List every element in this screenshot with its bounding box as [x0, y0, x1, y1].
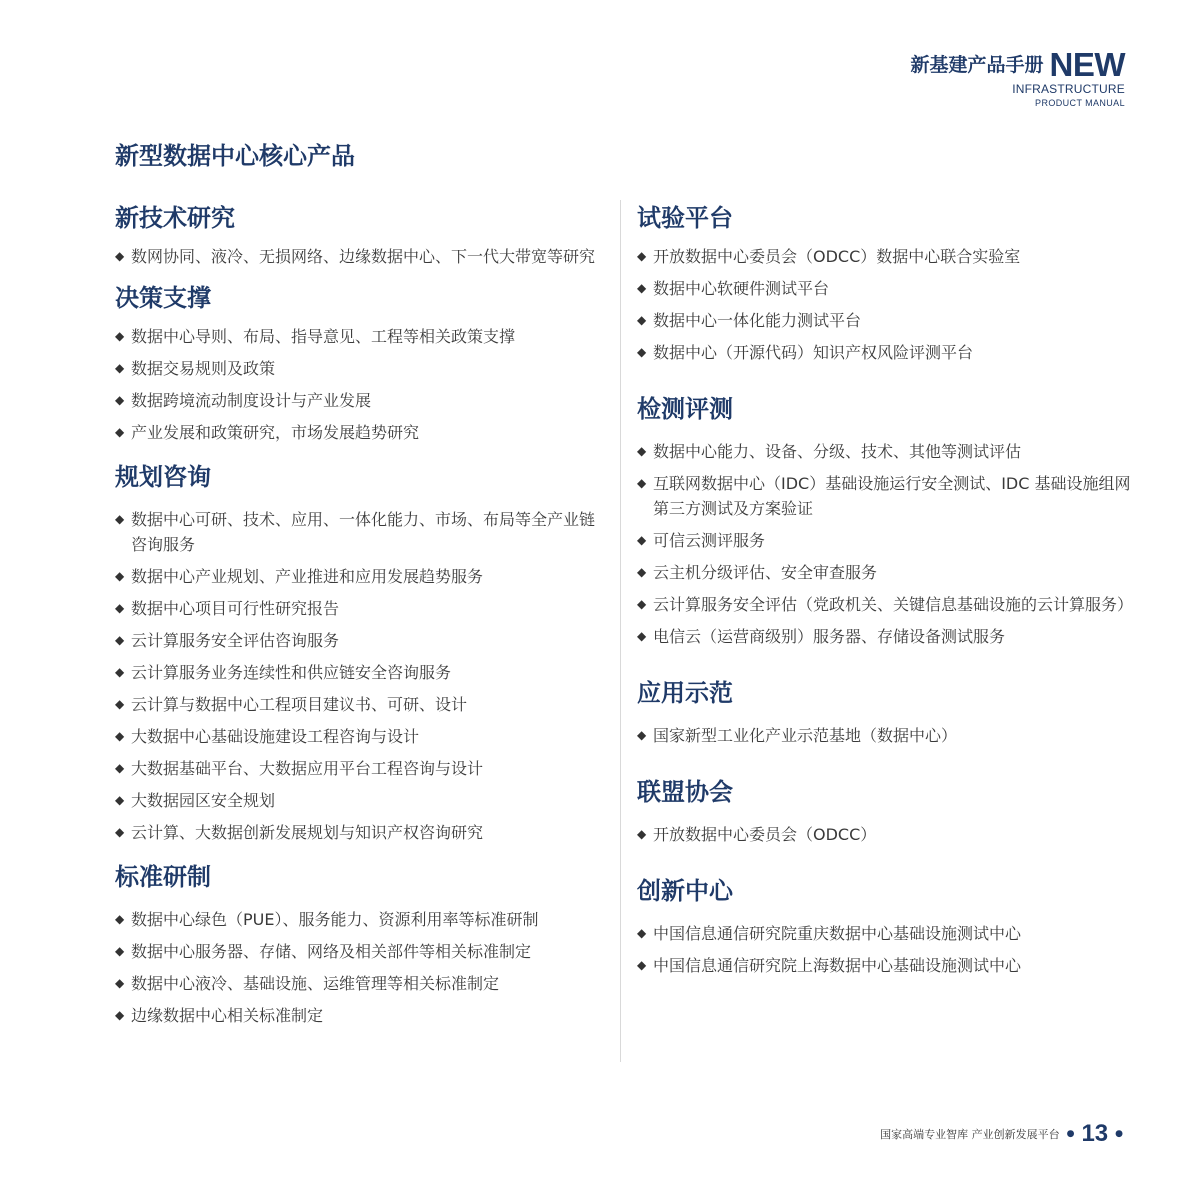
section-application-demo — [637, 675, 1132, 748]
item-list — [637, 921, 1132, 978]
section-heading: 应用示范 — [637, 679, 733, 707]
list-item: ◆ 开放数据中心委员会（ODCC）数据中心联合实验室 — [637, 244, 1132, 269]
list-item: ◆ 数据中心服务器、存储、网络及相关部件等相关标准制定 — [115, 939, 610, 964]
brand-subtitle-infrastructure: INFRASTRUCTURE — [1012, 82, 1125, 96]
list-item: ◆ 云计算与数据中心工程项目建议书、可研、设计 — [115, 692, 610, 717]
section-alliance — [637, 774, 1132, 847]
list-item: ◆ 电信云（运营商级别）服务器、存储设备测试服务 — [637, 624, 1132, 649]
item-list — [115, 907, 610, 1028]
section-heading: 决策支撑 — [115, 284, 211, 312]
dot-icon: ● — [1066, 1129, 1075, 1139]
list-item: ◆ 数据中心一体化能力测试平台 — [637, 308, 1132, 333]
item-list — [115, 507, 610, 845]
list-item: ◆ 开放数据中心委员会（ODCC） — [637, 822, 1132, 847]
list-item: ◆ 国家新型工业化产业示范基地（数据中心） — [637, 723, 1132, 748]
right-column — [637, 200, 1132, 985]
list-item: ◆ 数据中心液冷、基础设施、运维管理等相关标准制定 — [115, 971, 610, 996]
page-number: 13 — [1081, 1120, 1109, 1147]
section-new-tech-research — [115, 200, 610, 269]
list-item: ◆ 中国信息通信研究院上海数据中心基础设施测试中心 — [637, 953, 1132, 978]
section-heading: 联盟协会 — [637, 778, 733, 806]
section-testing-evaluation — [637, 391, 1132, 649]
page-title: 新型数据中心核心产品 — [115, 142, 355, 170]
list-item: ◆ 数据中心项目可行性研究报告 — [115, 596, 610, 621]
list-item: ◆ 中国信息通信研究院重庆数据中心基础设施测试中心 — [637, 921, 1132, 946]
list-item: ◆ 数据中心导则、布局、指导意见、工程等相关政策支撑 — [115, 324, 610, 349]
list-item: ◆ 大数据园区安全规划 — [115, 788, 610, 813]
list-item: ◆ 云计算服务安全评估咨询服务 — [115, 628, 610, 653]
list-item: ◆ 数据中心（开源代码）知识产权风险评测平台 — [637, 340, 1132, 365]
section-heading: 标准研制 — [115, 863, 211, 891]
brand-title-cn: 新基建产品手册 — [910, 54, 1044, 76]
list-item: ◆ 大数据基础平台、大数据应用平台工程咨询与设计 — [115, 756, 610, 781]
list-item: ◆ 数据中心绿色（PUE）、服务能力、资源利用率等标准研制 — [115, 907, 610, 932]
brand-title-line — [910, 46, 1125, 83]
left-column — [115, 200, 610, 1035]
brand-header — [910, 46, 1125, 108]
section-innovation-center — [637, 873, 1132, 978]
footer-text: 国家高端专业智库 产业创新发展平台 — [880, 1128, 1060, 1141]
list-item: ◆ 数据中心能力、设备、分级、技术、其他等测试评估 — [637, 439, 1132, 464]
list-item: ◆ 数据中心软硬件测试平台 — [637, 276, 1132, 301]
section-heading: 试验平台 — [637, 204, 733, 232]
list-item: ◆ 云计算服务安全评估（党政机关、关键信息基础设施的云计算服务） — [637, 592, 1132, 617]
item-list — [115, 244, 610, 269]
section-heading: 检测评测 — [637, 395, 733, 423]
item-list — [637, 822, 1132, 847]
item-list — [637, 439, 1132, 649]
dot-icon: ● — [1115, 1129, 1123, 1139]
item-list — [637, 723, 1132, 748]
list-item: ◆ 大数据中心基础设施建设工程咨询与设计 — [115, 724, 610, 749]
section-test-platform — [637, 200, 1132, 365]
list-item: ◆ 产业发展和政策研究，市场发展趋势研究 — [115, 420, 610, 445]
list-item: ◆ 可信云测评服务 — [637, 528, 1132, 553]
column-divider — [620, 200, 621, 1062]
list-item: ◆ 数据跨境流动制度设计与产业发展 — [115, 388, 610, 413]
list-item: ◆ 数据中心可研、技术、应用、一体化能力、市场、布局等全产业链咨询服务 — [115, 507, 610, 557]
section-standards — [115, 859, 610, 1028]
page-footer — [880, 1120, 1130, 1148]
list-item: ◆ 云计算服务业务连续性和供应链安全咨询服务 — [115, 660, 610, 685]
section-planning-consulting — [115, 459, 610, 845]
list-item: ◆ 互联网数据中心（IDC）基础设施运行安全测试、IDC 基础设施组网第三方测试及方案验证 — [637, 471, 1132, 521]
section-decision-support — [115, 280, 610, 445]
section-heading: 规划咨询 — [115, 463, 211, 491]
section-heading: 创新中心 — [637, 877, 733, 905]
list-item: ◆ 云计算、大数据创新发展规划与知识产权咨询研究 — [115, 820, 610, 845]
brand-title-new: NEW — [1049, 46, 1125, 83]
list-item: ◆ 数据交易规则及政策 — [115, 356, 610, 381]
section-heading: 新技术研究 — [115, 204, 235, 232]
list-item: ◆ 云主机分级评估、安全审查服务 — [637, 560, 1132, 585]
item-list — [637, 244, 1132, 365]
list-item: ◆ 边缘数据中心相关标准制定 — [115, 1003, 610, 1028]
item-list — [115, 324, 610, 445]
list-item: ◆ 数网协同、液冷、无损网络、边缘数据中心、下一代大带宽等研究 — [115, 244, 610, 269]
list-item: ◆ 数据中心产业规划、产业推进和应用发展趋势服务 — [115, 564, 610, 589]
brand-subtitle-product-manual: PRODUCT MANUAL — [1035, 98, 1125, 108]
